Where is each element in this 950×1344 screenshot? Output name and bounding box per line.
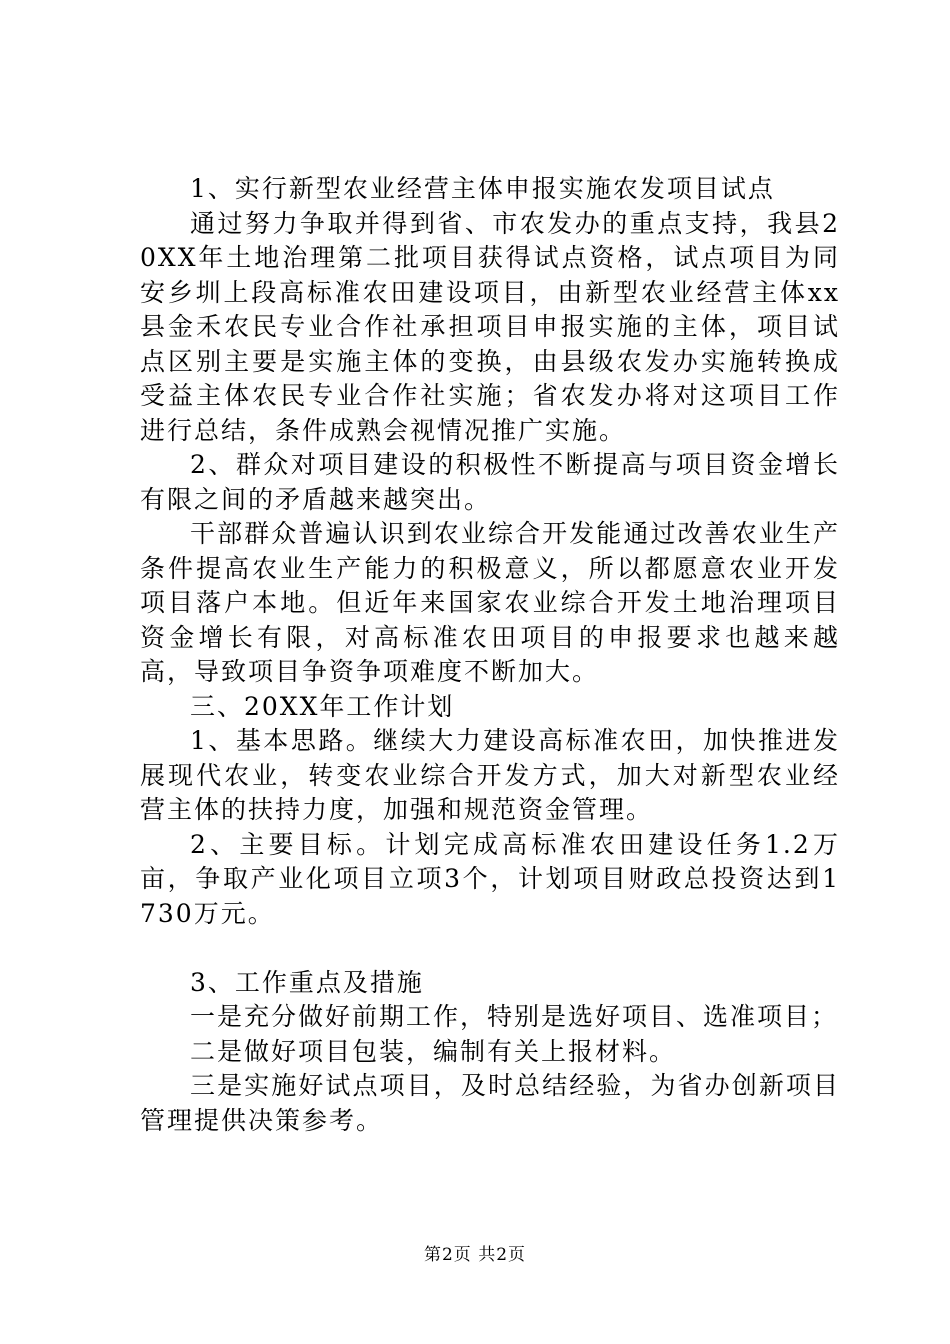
section-heading-work-plan: 三、20XX年工作计划 [190, 691, 455, 721]
heading-funding-contradiction: 2、群众对项目建设的积极性不断提高与项目资金增长有限之间的矛盾越来越突出。 [140, 450, 840, 514]
heading-key-measures: 3、工作重点及措施 [190, 967, 424, 997]
paragraph-funding-details: 干部群众普遍认识到农业综合开发能通过改善农业生产条件提高农业生产能力的积极意义，所以都愿意农业开发项目落户本地。但近年来国家农业综合开发土地治理项目资金增长有限，对高标准农田项目的申报要求也越来越高，导致项目争资争项难度不断加大。 [140, 519, 840, 686]
document-body [140, 172, 840, 1138]
page-number-footer: 第2页 共2页 [423, 1245, 527, 1265]
paragraph-main-targets: 2、主要目标。计划完成高标准农田建设任务1.2万亩，争取产业化项目立项3个，计划项目财政总投资达到1730万元。 [140, 829, 840, 928]
heading-pilot-project: 1、实行新型农业经营主体申报实施农发项目试点 [190, 174, 775, 203]
paragraph-pilot-details: 通过努力争取并得到省、市农发办的重点支持，我县20XX年土地治理第二批项目获得试点资格，试点项目为同安乡圳上段高标准农田建设项目，由新型农业经营主体xx县金禾农民专业合作社承担项目申报实施的主体，项目试点区别主要是实施主体的变换，由县级农发办实施转换成受益主体农民专业合作社实施；省农发办将对这项目工作进行总结，条件成熟会视情况推广实施。 [140, 208, 840, 445]
measure-item-3: 三是实施好试点项目，及时总结经验，为省办创新项目管理提供决策参考。 [140, 1071, 840, 1135]
measure-item-1: 一是充分做好前期工作，特别是选好项目、选准项目； [190, 1002, 839, 1031]
blank-line [140, 931, 840, 966]
paragraph-basic-approach: 1、基本思路。继续大力建设高标准农田，加快推进发展现代农业，转变农业综合开发方式，加大对新型农业经营主体的扶持力度，加强和规范资金管理。 [140, 726, 840, 824]
measure-item-2: 二是做好项目包装，编制有关上报材料。 [190, 1036, 677, 1066]
